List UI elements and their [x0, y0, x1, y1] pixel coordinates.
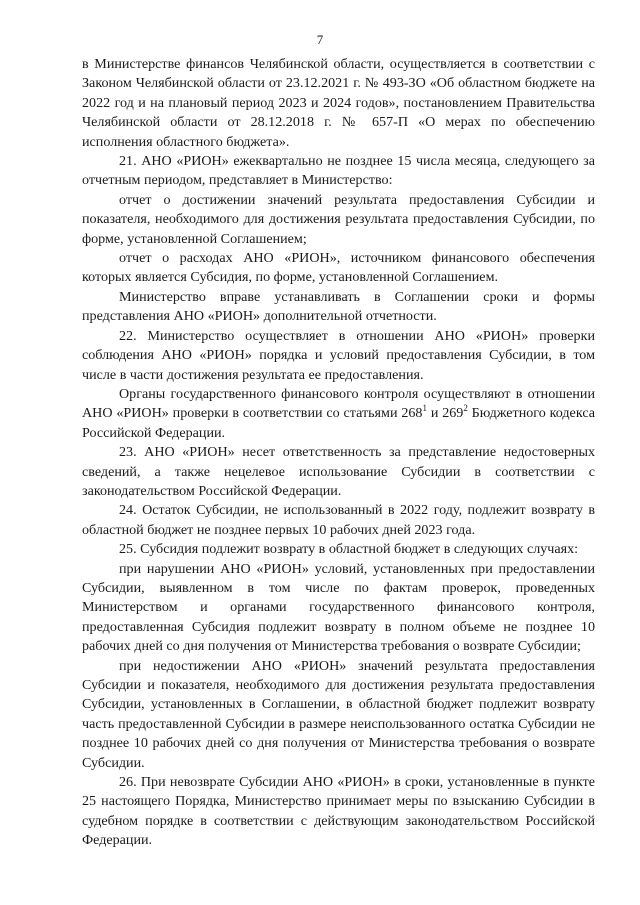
paragraph-item-26: 26. При невозврате Субсидии АНО «РИОН» в сроки, установленные в пункте 25 настоящего Порядка, Министерство принимает меры по взысканию Субсидии в судебном порядке в соответствии с действующим законодательством Российской Федерации.: [82, 774, 595, 849]
superscript-2: 2: [463, 402, 468, 413]
financial-control-text-end: Бюджетного кодекса Российской Федерации.: [82, 405, 595, 441]
financial-control-text-mid: и 269: [426, 405, 464, 422]
paragraph-report-results: отчет о достижении значений результата предоставления Субсидии и показателя, необходимого для достижения результата предоставления Субсидии, по форме, установленной Соглашением;: [82, 191, 595, 247]
paragraph-continuation: в Министерстве финансов Челябинской области, осуществляется в соответствии с Законом Челябинской области от 23.12.2021 г. № 493-ЗО «Об областном бюджете на 2022 год и на плановый период 2023 и 2024 годов», постановлением Правительства Челябинской области от 28.12.2018 г. № 657-П «О мерах по обеспечению исполнения областного бюджета».: [82, 56, 595, 150]
document-body: [82, 55, 595, 851]
page-number: 7: [316, 32, 324, 47]
paragraph-non-achievement-case: при недостижении АНО «РИОН» значений результата предоставления Субсидии и показателя, необходимого для достижения результата предоставления Субсидии, установленных в Соглашении, в областной бюджет подлежит возврату часть предоставленной Субсидии в размере неиспользованного остатка Субсидии не позднее 10 рабочих дней со дня получения от Министерства требования о возврате Субсидии.: [82, 657, 595, 771]
paragraph-financial-control: [82, 385, 595, 443]
paragraph-additional-reporting: Министерство вправе устанавливать в Соглашении сроки и формы представления АНО «РИОН» дополнительной отчетности.: [82, 288, 595, 325]
financial-control-text-start: Органы государственного финансового контроля осуществляют в отношении АНО «РИОН» проверки в соответствии со статьями 268: [82, 385, 595, 422]
paragraph-item-21: 21. АНО «РИОН» ежеквартально не позднее 15 числа месяца, следующего за отчетным периодом, представляет в Министерство:: [82, 153, 595, 189]
paragraph-item-24: 24. Остаток Субсидии, не использованный в 2022 году, подлежит возврату в областной бюджет не позднее первых 10 рабочих дней 2023 года.: [82, 502, 595, 538]
paragraph-item-25: 25. Субсидия подлежит возврату в областной бюджет в следующих случаях:: [119, 541, 579, 558]
paragraph-item-23: 23. АНО «РИОН» несет ответственность за представление недостоверных сведений, а также нецелевое использование Субсидии в соответствии с законодательством Российской Федерации.: [82, 444, 595, 499]
paragraph-report-expenses: отчет о расходах АНО «РИОН», источником финансового обеспечения которых является Субсидия, по форме, установленной Соглашением.: [82, 250, 595, 286]
paragraph-violation-case: при нарушении АНО «РИОН» условий, установленных при предоставлении Субсидии, выявленном в том числе по фактам проверок, проведенных Министерством и органами государственного финансового контроля, предоставленная Субсидия подлежит возврату в полном объеме не позднее 10 рабочих дней со дня получения от Министерства требования о возврате Субсидии;: [82, 560, 595, 655]
superscript-1: 1: [422, 402, 427, 413]
paragraph-item-22: 22. Министерство осуществляет в отношении АНО «РИОН» проверки соблюдения АНО «РИОН» порядка и условий предоставления Субсидии, в том числе в части достижения результата ее предоставления.: [82, 327, 595, 383]
